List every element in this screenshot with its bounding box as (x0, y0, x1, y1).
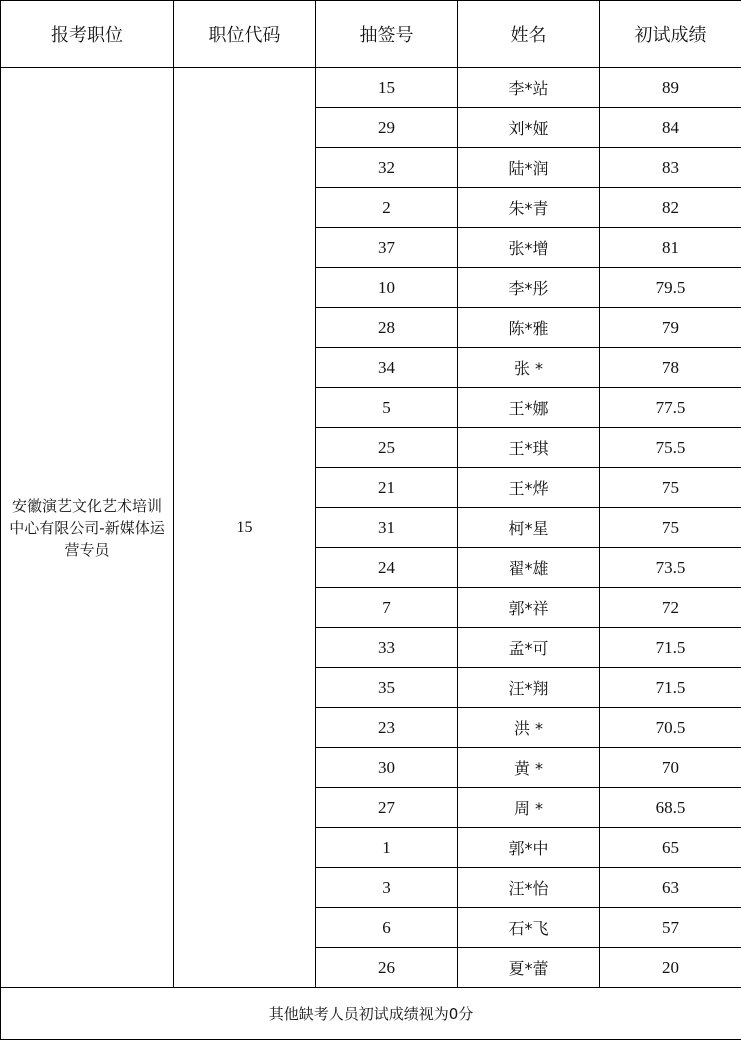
lot-number-cell: 32 (316, 148, 458, 188)
lot-number-cell: 24 (316, 548, 458, 588)
candidate-name-cell: 张 * (458, 348, 600, 388)
lot-number-cell: 10 (316, 268, 458, 308)
score-cell: 75.5 (600, 428, 741, 468)
position-code-cell: 15 (174, 68, 316, 988)
header-position: 报考职位 (1, 1, 174, 68)
candidate-name-cell: 夏*蕾 (458, 948, 600, 988)
table-body (1, 68, 741, 988)
header-row (1, 1, 741, 68)
score-cell: 89 (600, 68, 741, 108)
candidate-name-cell: 汪*怡 (458, 868, 600, 908)
header-lot: 抽签号 (316, 1, 458, 68)
lot-number-cell: 5 (316, 388, 458, 428)
lot-number-cell: 30 (316, 748, 458, 788)
lot-number-cell: 1 (316, 828, 458, 868)
score-cell: 84 (600, 108, 741, 148)
score-cell: 68.5 (600, 788, 741, 828)
header-code: 职位代码 (174, 1, 316, 68)
lot-number-cell: 15 (316, 68, 458, 108)
candidate-name-cell: 郭*祥 (458, 588, 600, 628)
score-cell: 75 (600, 468, 741, 508)
score-cell: 71.5 (600, 668, 741, 708)
lot-number-cell: 3 (316, 868, 458, 908)
header-name: 姓名 (458, 1, 600, 68)
footer-note: 其他缺考人员初试成绩视为0分 (1, 988, 741, 1040)
candidate-name-cell: 孟*可 (458, 628, 600, 668)
score-cell: 70 (600, 748, 741, 788)
lot-number-cell: 29 (316, 108, 458, 148)
score-cell: 82 (600, 188, 741, 228)
lot-number-cell: 37 (316, 228, 458, 268)
candidate-name-cell: 刘*娅 (458, 108, 600, 148)
lot-number-cell: 6 (316, 908, 458, 948)
candidate-name-cell: 洪 * (458, 708, 600, 748)
lot-number-cell: 27 (316, 788, 458, 828)
candidate-name-cell: 石*飞 (458, 908, 600, 948)
score-cell: 83 (600, 148, 741, 188)
lot-number-cell: 34 (316, 348, 458, 388)
lot-number-cell: 35 (316, 668, 458, 708)
score-cell: 72 (600, 588, 741, 628)
header-score: 初试成绩 (600, 1, 741, 68)
lot-number-cell: 31 (316, 508, 458, 548)
footer-row (1, 988, 741, 1040)
candidate-name-cell: 黄 * (458, 748, 600, 788)
score-cell: 75 (600, 508, 741, 548)
lot-number-cell: 2 (316, 188, 458, 228)
score-cell: 57 (600, 908, 741, 948)
candidate-name-cell: 王*娜 (458, 388, 600, 428)
candidate-name-cell: 柯*星 (458, 508, 600, 548)
score-cell: 65 (600, 828, 741, 868)
lot-number-cell: 26 (316, 948, 458, 988)
lot-number-cell: 23 (316, 708, 458, 748)
candidate-name-cell: 郭*中 (458, 828, 600, 868)
score-cell: 79 (600, 308, 741, 348)
table-row (1, 68, 741, 108)
lot-number-cell: 7 (316, 588, 458, 628)
score-cell: 71.5 (600, 628, 741, 668)
candidate-name-cell: 李*站 (458, 68, 600, 108)
score-cell: 63 (600, 868, 741, 908)
score-cell: 20 (600, 948, 741, 988)
lot-number-cell: 33 (316, 628, 458, 668)
candidate-name-cell: 张*增 (458, 228, 600, 268)
lot-number-cell: 21 (316, 468, 458, 508)
score-cell: 77.5 (600, 388, 741, 428)
candidate-name-cell: 周 * (458, 788, 600, 828)
score-cell: 81 (600, 228, 741, 268)
score-cell: 79.5 (600, 268, 741, 308)
score-cell: 73.5 (600, 548, 741, 588)
lot-number-cell: 28 (316, 308, 458, 348)
candidate-name-cell: 翟*雄 (458, 548, 600, 588)
candidate-name-cell: 李*彤 (458, 268, 600, 308)
lot-number-cell: 25 (316, 428, 458, 468)
candidate-name-cell: 王*琪 (458, 428, 600, 468)
candidate-name-cell: 王*烨 (458, 468, 600, 508)
score-cell: 70.5 (600, 708, 741, 748)
candidate-name-cell: 陈*雅 (458, 308, 600, 348)
candidate-name-cell: 朱*青 (458, 188, 600, 228)
position-name-cell: 安徽演艺文化艺术培训中心有限公司-新媒体运营专员 (1, 68, 174, 988)
candidate-name-cell: 汪*翔 (458, 668, 600, 708)
score-cell: 78 (600, 348, 741, 388)
candidate-name-cell: 陆*润 (458, 148, 600, 188)
